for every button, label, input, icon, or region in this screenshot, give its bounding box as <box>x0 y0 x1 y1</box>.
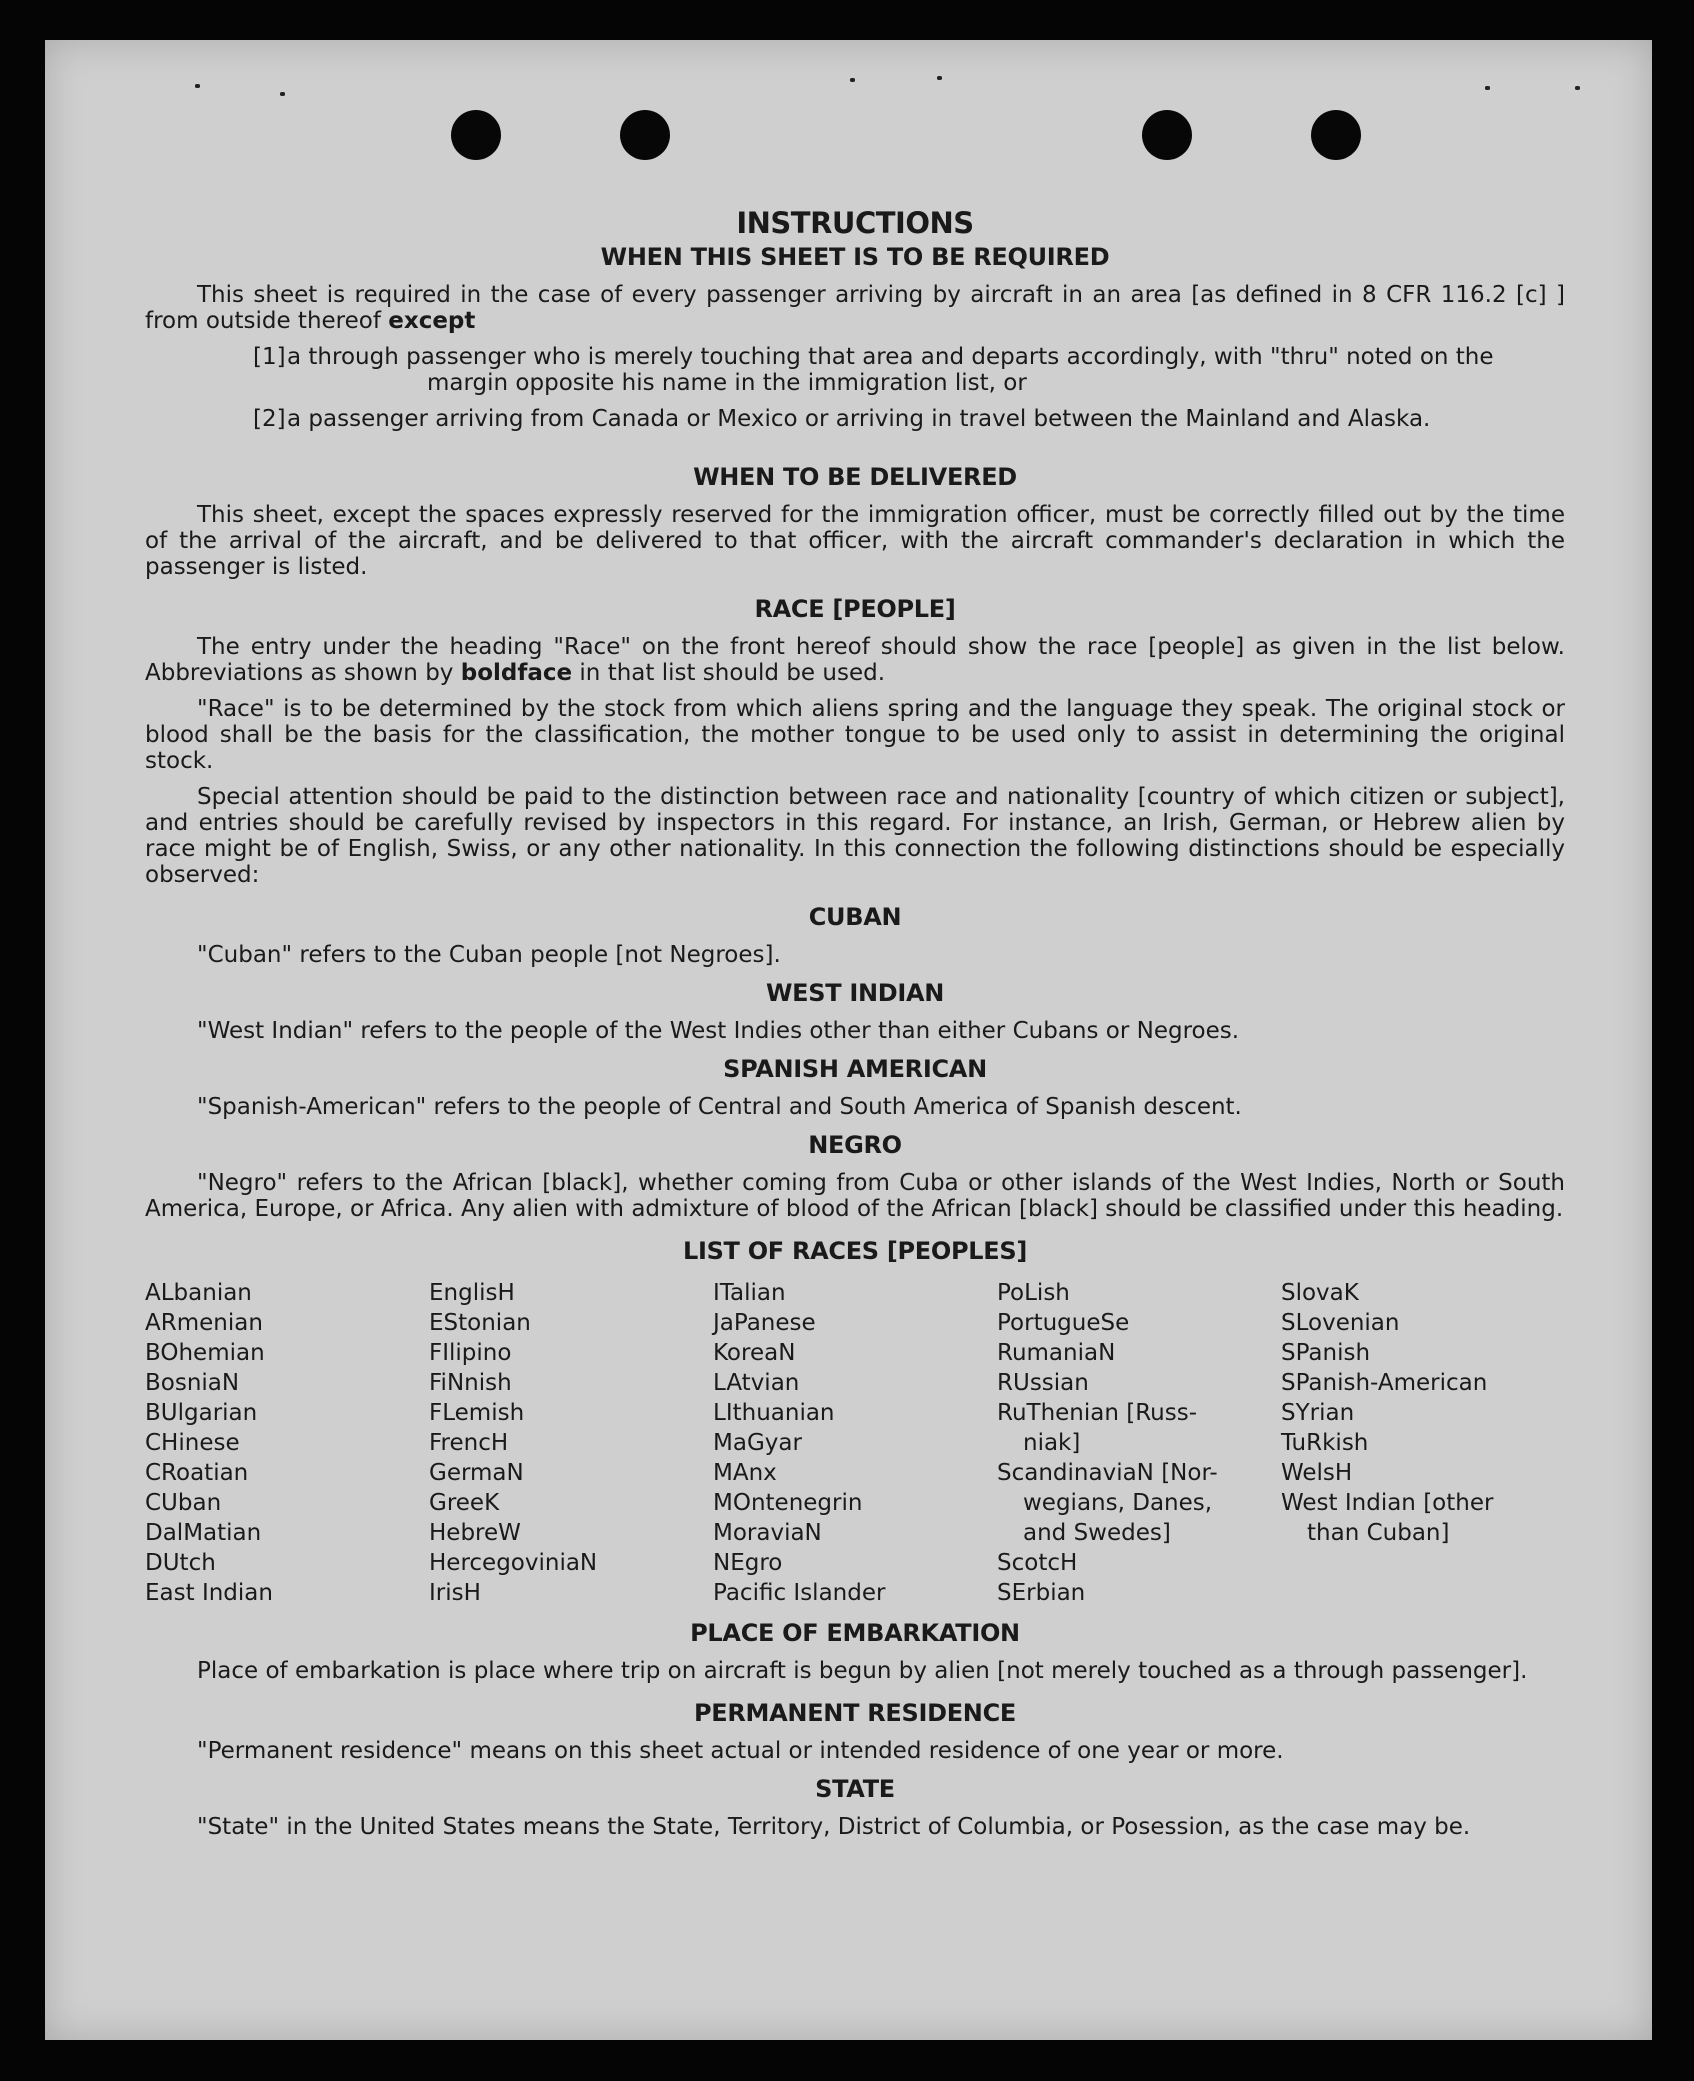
speck <box>1485 86 1490 90</box>
paragraph-negro: "Negro" refers to the African [black], whether coming from Cuba or other islands of the West Indies, North or South America, Europe, or Africa. Any alien with admixture of blood of the African [black] should be classified under this heading. <box>145 1170 1565 1222</box>
race-item: SLovenian <box>1281 1310 1400 1336</box>
race-item: NEgro <box>713 1550 783 1576</box>
race-item: West Indian [other <box>1281 1490 1494 1516</box>
race-item-continuation: niak] <box>1023 1430 1081 1456</box>
race-item: SErbian <box>997 1580 1086 1606</box>
list-item: [1]a through passenger who is merely touching that area and departs accordingly, with "thru" noted on the <box>253 344 1494 370</box>
race-item: KoreaN <box>713 1340 796 1366</box>
race-item: FLemish <box>429 1400 525 1426</box>
paragraph-required: This sheet is required in the case of every passenger arriving by aircraft in an area [as defined in 8 CFR 116.2 [c] ] from outside thereof except <box>145 282 1565 334</box>
heading-race: RACE [PEOPLE] <box>754 595 956 623</box>
races-column-3 <box>713 1278 997 1608</box>
race-item: CRoatian <box>145 1460 249 1486</box>
race-item: ITalian <box>713 1280 786 1306</box>
race-item: BosniaN <box>145 1370 240 1396</box>
race-item: MAnx <box>713 1460 777 1486</box>
paragraph-permanent-residence: "Permanent residence" means on this sheet actual or intended residence of one year or more. <box>197 1738 1284 1764</box>
race-item: Pacific Islander <box>713 1580 886 1606</box>
race-item: EnglisH <box>429 1280 515 1306</box>
races-column-5 <box>1281 1278 1565 1608</box>
race-item: DalMatian <box>145 1520 262 1546</box>
speck <box>937 76 942 80</box>
race-item: MoraviaN <box>713 1520 822 1546</box>
race-item: PortugueSe <box>997 1310 1130 1336</box>
race-item: MaGyar <box>713 1430 802 1456</box>
race-item: TuRkish <box>1281 1430 1369 1456</box>
race-item: ARmenian <box>145 1310 263 1336</box>
paragraph-race-2: "Race" is to be determined by the stock from which aliens spring and the language they speak. The original stock or blood shall be the basis for the classification, the mother tongue to be used only to assist in determining the original stock. <box>145 696 1565 774</box>
race-item: WelsH <box>1281 1460 1353 1486</box>
heading-cuban: CUBAN <box>808 903 902 931</box>
paragraph-spanish-american: "Spanish-American" refers to the people of Central and South America of Spanish descent. <box>197 1094 1242 1120</box>
race-item: RuThenian [Russ- <box>997 1400 1198 1426</box>
race-item: RUssian <box>997 1370 1089 1396</box>
page-title: INSTRUCTIONS <box>736 206 974 240</box>
race-item: HercegoviniaN <box>429 1550 598 1576</box>
heading-when-delivered: WHEN TO BE DELIVERED <box>693 463 1017 491</box>
speck <box>1575 86 1580 90</box>
heading-when-required: WHEN THIS SHEET IS TO BE REQUIRED <box>600 243 1110 271</box>
race-item: SPanish <box>1281 1340 1371 1366</box>
race-item: FrencH <box>429 1430 509 1456</box>
speck <box>850 78 855 82</box>
race-item: BUlgarian <box>145 1400 258 1426</box>
race-item: SPanish-American <box>1281 1370 1488 1396</box>
race-item: CUban <box>145 1490 222 1516</box>
instructions-content <box>145 168 1565 1840</box>
heading-west-indian: WEST INDIAN <box>765 979 945 1007</box>
race-item: CHinese <box>145 1430 240 1456</box>
race-item: JaPanese <box>713 1310 816 1336</box>
race-item: RumaniaN <box>997 1340 1116 1366</box>
paragraph-race-1: The entry under the heading "Race" on the front hereof should show the race [people] as given in the list below. Abbreviations as shown by boldface in that list should be used. <box>145 634 1565 686</box>
race-item-continuation: wegians, Danes, <box>1023 1490 1213 1516</box>
race-item: PoLish <box>997 1280 1070 1306</box>
race-item: GermaN <box>429 1460 524 1486</box>
race-item: LAtvian <box>713 1370 800 1396</box>
race-item: ALbanian <box>145 1280 252 1306</box>
races-table <box>145 1278 1565 1608</box>
punch-hole <box>451 110 501 160</box>
punch-hole <box>1311 110 1361 160</box>
race-item: GreeK <box>429 1490 500 1516</box>
races-column-1 <box>145 1278 429 1608</box>
speck <box>280 92 285 96</box>
race-item-continuation: and Swedes] <box>1023 1520 1171 1546</box>
speck <box>195 84 200 88</box>
race-item: FIlipino <box>429 1340 512 1366</box>
race-item: IrisH <box>429 1580 481 1606</box>
heading-embarkation: PLACE OF EMBARKATION <box>690 1619 1020 1647</box>
paragraph-delivered: This sheet, except the spaces expressly reserved for the immigration officer, must be correctly filled out by the time of the arrival of the aircraft, and be delivered to that officer, with the aircraft commander's declaration in which the passenger is listed. <box>145 502 1565 580</box>
race-item: SYrian <box>1281 1400 1355 1426</box>
list-item-continuation: margin opposite his name in the immigration list, or <box>427 370 1027 396</box>
heading-permanent-residence: PERMANENT RESIDENCE <box>693 1699 1016 1727</box>
paragraph-embarkation: Place of embarkation is place where trip on aircraft is begun by alien [not merely touched as a through passenger]. <box>197 1658 1528 1684</box>
heading-negro: NEGRO <box>808 1131 902 1159</box>
race-item: FiNnish <box>429 1370 512 1396</box>
race-item: LIthuanian <box>713 1400 835 1426</box>
punch-hole <box>620 110 670 160</box>
punch-hole <box>1142 110 1192 160</box>
race-item: EStonian <box>429 1310 531 1336</box>
race-item: DUtch <box>145 1550 216 1576</box>
races-column-4 <box>997 1278 1281 1608</box>
race-item: ScotcH <box>997 1550 1078 1576</box>
list-item: [2]a passenger arriving from Canada or Mexico or arriving in travel between the Mainland and Alaska. <box>253 406 1431 432</box>
races-column-2 <box>429 1278 713 1608</box>
race-item: SlovaK <box>1281 1280 1359 1306</box>
heading-list-of-races: LIST OF RACES [PEOPLES] <box>682 1237 1028 1265</box>
document-sheet <box>45 40 1652 2040</box>
paragraph-west-indian: "West Indian" refers to the people of the West Indies other than either Cubans or Negroes. <box>197 1018 1240 1044</box>
paragraph-race-3: Special attention should be paid to the distinction between race and nationality [country of which citizen or subject], and entries should be carefully revised by inspectors in this regard. For instance, an Irish, German, or Hebrew alien by race might be of English, Swiss, or any other nationality. In this connection the following distinctions should be especially observed: <box>145 784 1565 888</box>
heading-spanish-american: SPANISH AMERICAN <box>723 1055 987 1083</box>
race-item: East Indian <box>145 1580 273 1606</box>
race-item: BOhemian <box>145 1340 265 1366</box>
paragraph-state: "State" in the United States means the State, Territory, District of Columbia, or Posession, as the case may be. <box>197 1814 1471 1840</box>
heading-state: STATE <box>815 1775 895 1803</box>
race-item: ScandinaviaN [Nor- <box>997 1460 1218 1486</box>
race-item: MOntenegrin <box>713 1490 863 1516</box>
paragraph-cuban: "Cuban" refers to the Cuban people [not Negroes]. <box>197 942 781 968</box>
race-item: HebreW <box>429 1520 521 1546</box>
race-item-continuation: than Cuban] <box>1307 1520 1450 1546</box>
